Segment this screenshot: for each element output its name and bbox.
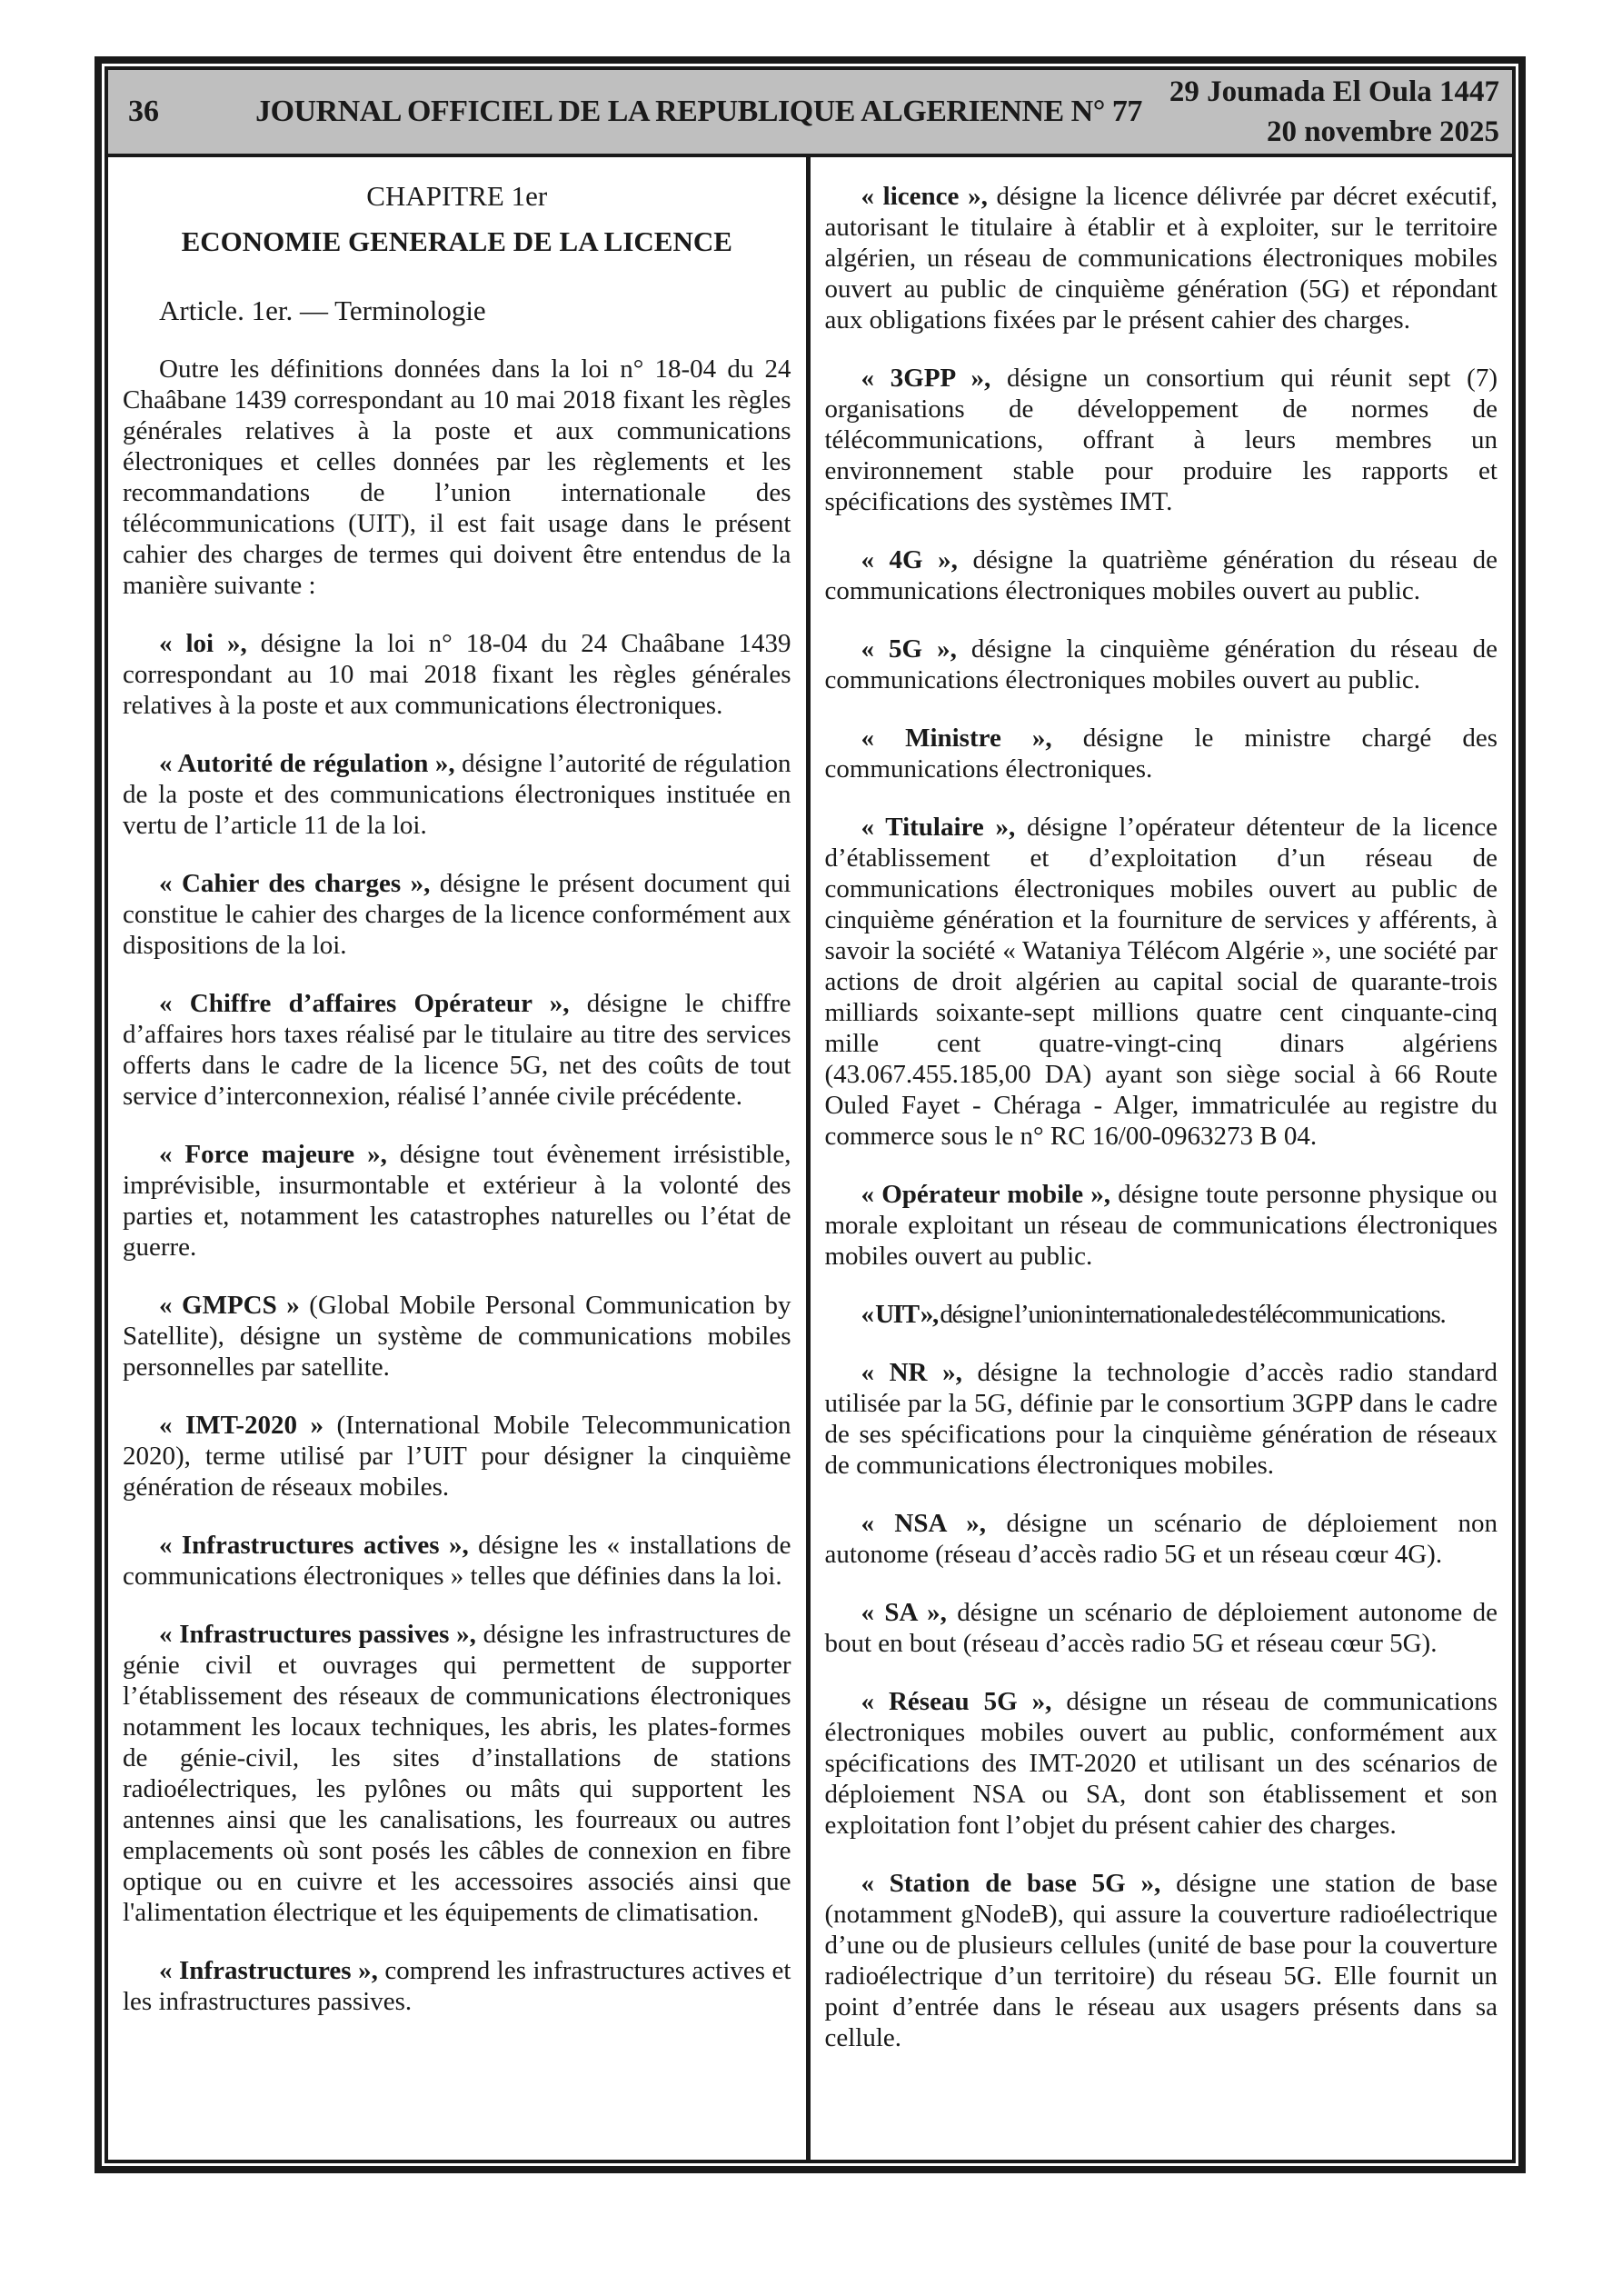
paragraph: « Titulaire », désigne l’opérateur détenteur de la licence d’établissement et d’exploitation d’un réseau de communications électroniques mobiles ouvert au public de cinquième génération et la fourniture de services y afférents, à savoir la société « Wataniya Télécom Algérie », une société par actions de droit algérien au capital social de quarante-trois milliards soixante-sept millions quatre cent cinquante-cinq mille cent quatre-vingt-cinq dinars algériens (43.067.455.185,00 DA) ayant son siège social à 66 Route Ouled Fayet - Chéraga - Alger, immatriculée au registre du commerce sous le n° RC 16/00-0963273 B 04. — [824, 813, 1498, 1151]
defined-term: « SA », — [861, 1598, 947, 1627]
paragraph: « Infrastructures passives », désigne les infrastructures de génie civil et ouvrages qui permettent de supporter l’établissement des réseaux de communications électroniques notamment les locaux techniques, les abris, les plates-formes de génie-civil, les sites d’installations de stations radioélectriques, les pylônes ou mâts qui supportent les antennes ainsi que les canalisations, les fourreaux ou autres emplacements où sont posés les câbles de connexion en fibre optique ou en cuivre et les accessoires associés ainsi que l'alimentation électrique et les équipements de climatisation. — [123, 1620, 791, 1927]
defined-term: « loi », — [159, 629, 247, 658]
paragraph: « Force majeure », désigne tout évènement irrésistible, imprévisible, insurmontable et extérieur à la volonté des parties et, notamment les catastrophes naturelles ou l’état de guerre. — [123, 1140, 791, 1262]
defined-term: « Réseau 5G », — [861, 1687, 1052, 1716]
paragraph: « licence », désigne la licence délivrée par décret exécutif, autorisant le titulaire à établir et à exploiter, sur le territoire algérien, un réseau de communications électroniques mobiles ouvert au public de cinquième génération (5G) et répondant aux obligations fixées par le présent cahier des charges. — [824, 182, 1498, 334]
paragraph: « NR », désigne la technologie d’accès radio standard utilisée par la 5G, définie par le consortium 3GPP dans le cadre de ses spécifications pour la cinquième génération de réseaux de communications électroniques mobiles. — [824, 1358, 1498, 1480]
date-hijri: 29 Joumada El Oula 1447 — [1169, 75, 1499, 108]
defined-term: « Titulaire », — [861, 813, 1016, 842]
paragraph: « 3GPP », désigne un consortium qui réunit sept (7) organisations de développement de normes de télécommunications, offrant à leurs membres un environnement stable pour produire les rapports et spécifications des systèmes IMT. — [824, 364, 1498, 516]
defined-term: « Infrastructures actives », — [159, 1531, 469, 1560]
defined-term: « Cahier des charges », — [159, 869, 431, 898]
journal-title: JOURNAL OFFICIEL DE LA REPUBLIQUE ALGERIENNE N° 77 — [255, 95, 1142, 128]
defined-term: « 3GPP », — [861, 364, 991, 393]
paragraph: « NSA », désigne un scénario de déploiement non autonome (réseau d’accès radio 5G et un réseau cœur 4G). — [824, 1509, 1498, 1569]
column-left — [108, 157, 811, 2160]
defined-term: « Chiffre d’affaires Opérateur », — [159, 989, 570, 1018]
paragraph: Outre les définitions données dans la loi n° 18-04 du 24 Chaâbane 1439 correspondant au 10 mai 2018 fixant les règles générales relatives à la poste et aux communications électroniques et celles données par les règlements et les recommandations de l’union internationale des télécommunications (UIT), il est fait usage dans le présent cahier des charges de termes qui doivent être entendus de la manière suivante : — [123, 354, 791, 600]
defined-term: « Infrastructures passives », — [159, 1620, 476, 1649]
defined-term: « 5G », — [861, 634, 957, 664]
defined-term: « IMT-2020 » — [159, 1411, 324, 1440]
defined-term: « Station de base 5G », — [861, 1869, 1161, 1898]
paragraph: « SA », désigne un scénario de déploiement autonome de bout en bout (réseau d’accès radio 5G et réseau cœur 5G). — [824, 1598, 1498, 1658]
paragraph: « UIT », désigne l’union internationale des télécommunications. — [861, 1300, 1446, 1329]
page-number: 36 — [128, 95, 159, 128]
paragraph: « GMPCS » (Global Mobile Personal Communication by Satellite), désigne un système de communications mobiles personnelles par satellite. — [123, 1291, 791, 1382]
paragraph: « IMT-2020 » (International Mobile Telecommunication 2020), terme utilisé par l’UIT pour désigner la cinquième génération de réseaux mobiles. — [123, 1411, 791, 1502]
defined-term: « NSA », — [861, 1509, 987, 1538]
defined-term: « Autorité de régulation », — [159, 749, 455, 778]
article-heading: Article. 1er. — Terminologie — [159, 294, 486, 326]
header-dates — [1169, 72, 1512, 152]
page-header — [108, 70, 1512, 157]
defined-term: « Force majeure », — [159, 1140, 387, 1169]
paragraph: « loi », désigne la loi n° 18-04 du 24 Chaâbane 1439 correspondant au 10 mai 2018 fixant les règles générales relatives à la poste et aux communications électroniques. — [123, 629, 791, 720]
defined-term: « GMPCS » — [159, 1291, 300, 1320]
defined-term: « 4G », — [861, 545, 958, 574]
chapter-heading: CHAPITRE 1er — [366, 180, 548, 212]
paragraph: « Infrastructures », comprend les infrastructures actives et les infrastructures passives. — [123, 1956, 791, 2016]
paragraph: « Autorité de régulation », désigne l’autorité de régulation de la poste et des communications électroniques instituée en vertu de l’article 11 de la loi. — [123, 749, 791, 840]
date-gregorian: 20 novembre 2025 — [1266, 115, 1499, 148]
chapter-title: ECONOMIE GENERALE DE LA LICENCE — [181, 225, 732, 257]
paragraph: « Cahier des charges », désigne le présent document qui constitue le cahier des charges de la licence conformément aux dispositions de la loi. — [123, 869, 791, 960]
paragraph: « Réseau 5G », désigne un réseau de communications électroniques mobiles ouvert au public, conformément aux spécifications des IMT-2020 et utilisant un des scénarios de déploiement NSA ou SA, dont son établissement et son exploitation font l’objet du présent cahier des charges. — [824, 1687, 1498, 1840]
left-paragraphs — [123, 354, 791, 2017]
paragraph: « Chiffre d’affaires Opérateur », désigne le chiffre d’affaires hors taxes réalisé par le titulaire au titre des services offerts dans le cadre de la licence 5G, net des coûts de tout service d’interconnexion, réalisé l’année civile précédente. — [123, 989, 791, 1111]
paragraph: « Ministre », désigne le ministre chargé des communications électroniques. — [824, 724, 1498, 784]
paragraph: « 4G », désigne la quatrième génération du réseau de communications électroniques mobiles ouvert au public. — [824, 545, 1498, 605]
page-inner-frame — [104, 66, 1516, 2163]
defined-term: « Opérateur mobile », — [861, 1180, 1111, 1209]
defined-term: « Ministre », — [861, 724, 1052, 753]
defined-term: « UIT », — [861, 1300, 938, 1329]
paragraph: « 5G », désigne la cinquième génération du réseau de communications électroniques mobiles ouvert au public. — [824, 634, 1498, 694]
defined-term: « NR », — [861, 1358, 962, 1387]
page-content — [108, 157, 1512, 2160]
paragraph: « Station de base 5G », désigne une station de base (notamment gNodeB), qui assure la couverture radioélectrique d’une ou de plusieurs cellules (unité de base pour la couverture radioélectrique d’un territoire) du réseau 5G. Elle fournit un point d’entrée dans le réseau aux usagers présents dans sa cellule. — [824, 1869, 1498, 2052]
paragraph: « Infrastructures actives », désigne les « installations de communications électroniques » telles que définies dans la loi. — [123, 1531, 791, 1591]
defined-term: « licence », — [861, 182, 988, 211]
column-right — [811, 157, 1513, 2160]
defined-term: « Infrastructures », — [159, 1956, 378, 1985]
page-outer-frame — [95, 56, 1526, 2173]
paragraph: « Opérateur mobile », désigne toute personne physique ou morale exploitant un réseau de communications électroniques mobiles ouvert au public. — [824, 1180, 1498, 1271]
